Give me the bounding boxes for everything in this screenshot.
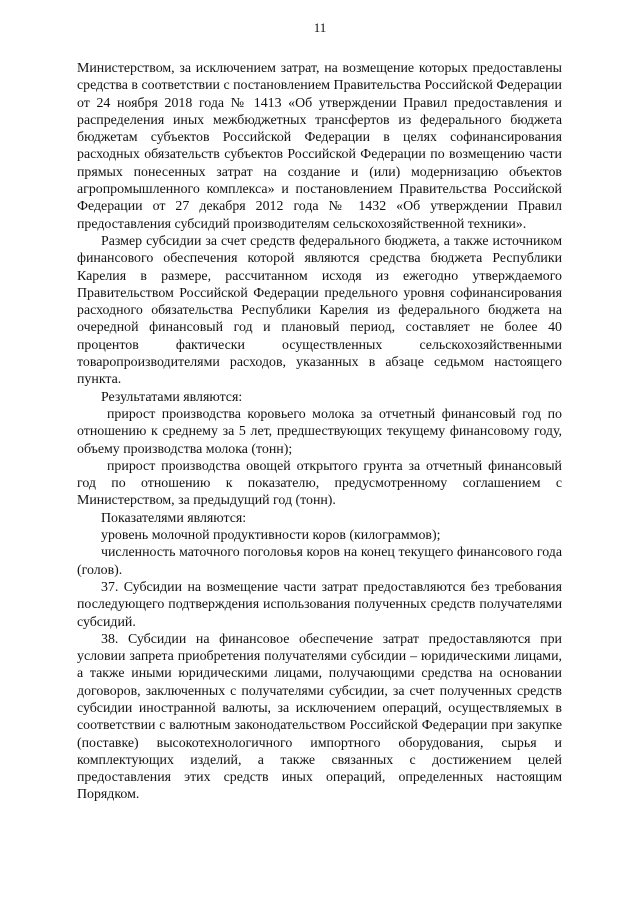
document-body: [77, 60, 562, 804]
paragraph-clause-38: 38. Субсидии на финансовое обеспечение затрат предоставляются при условии запрета приобретения получателями субсидии – юридическими лицами, а также иными юридическими лицами, получающими средства на основании договоров, заключенных с получателями субсидии, за счет полученных средств субсидии иностранной валюты, за исключением операций, осуществляемых в соответствии с валютным законодательством Российской Федерации при закупке (поставке) высокотехнологичного импортного оборудования, сырья и комплектующих изделий, а также связанных с достижением целей предоставления этих средств иных операций, определенных настоящим Порядком.: [77, 631, 562, 803]
paragraph-indicator-herd: численность маточного поголовья коров на конец текущего финансового года (голов).: [77, 545, 562, 578]
paragraph-continuation: Министерством, за исключением затрат, на возмещение которых предоставлены средства в соответствии с постановлением Правительства Российской Федерации от 24 ноября 2018 года № 1413 «Об утверждении Правил предоставления и распределения иных межбюджетных трансфертов из федерального бюджета бюджетам субъектов Российской Федерации в целях софинансирования расходных обязательств субъектов Российской Федерации по возмещению части прямых понесенных затрат на создание и (или) модернизацию объектов агропромышленного комплекса» и постановлением Правительства Российской Федерации от 27 декабря 2012 года № 1432 «Об утверждении Правил предоставления субсидий производителям сельскохозяйственной техники».: [77, 61, 562, 232]
paragraph-result-vegetables: прирост производства овощей открытого грунта за отчетный финансовый год по отношению к показателю, предусмотренному соглашением с Министерством, за предыдущий год (тонн).: [77, 458, 562, 509]
paragraph-subsidy-size: Размер субсидии за счет средств федерального бюджета, а также источником финансового обеспечения которой являются средства бюджета Республики Карелия в размере, рассчитанном исходя из ежегодно утверждаемого Правительством Российской Федерации предельного уровня софинансирования расходного обязательства Республики Карелия из федерального бюджета на очередной финансовый год и плановый период, составляет не более 40 процентов фактически осуществленных сельскохозяйственными товаропроизводителями расходов, указанных в абзаце седьмом настоящего пункта.: [77, 233, 562, 388]
paragraph-result-milk: прирост производства коровьего молока за отчетный финансовый год по отношению к среднему за 5 лет, предшествующих текущему финансовому году, объему производства молока (тонн);: [77, 406, 562, 457]
paragraph-clause-37: 37. Субсидии на возмещение части затрат предоставляются без требования последующего подтверждения использования полученных средств получателями субсидий.: [77, 579, 562, 630]
paragraph-indicators-heading: Показателями являются:: [101, 510, 247, 526]
page-number: 11: [313, 20, 327, 35]
paragraph-results-heading: Результатами являются:: [101, 389, 243, 405]
paragraph-indicator-productivity: уровень молочной продуктивности коров (килограммов);: [101, 528, 441, 544]
